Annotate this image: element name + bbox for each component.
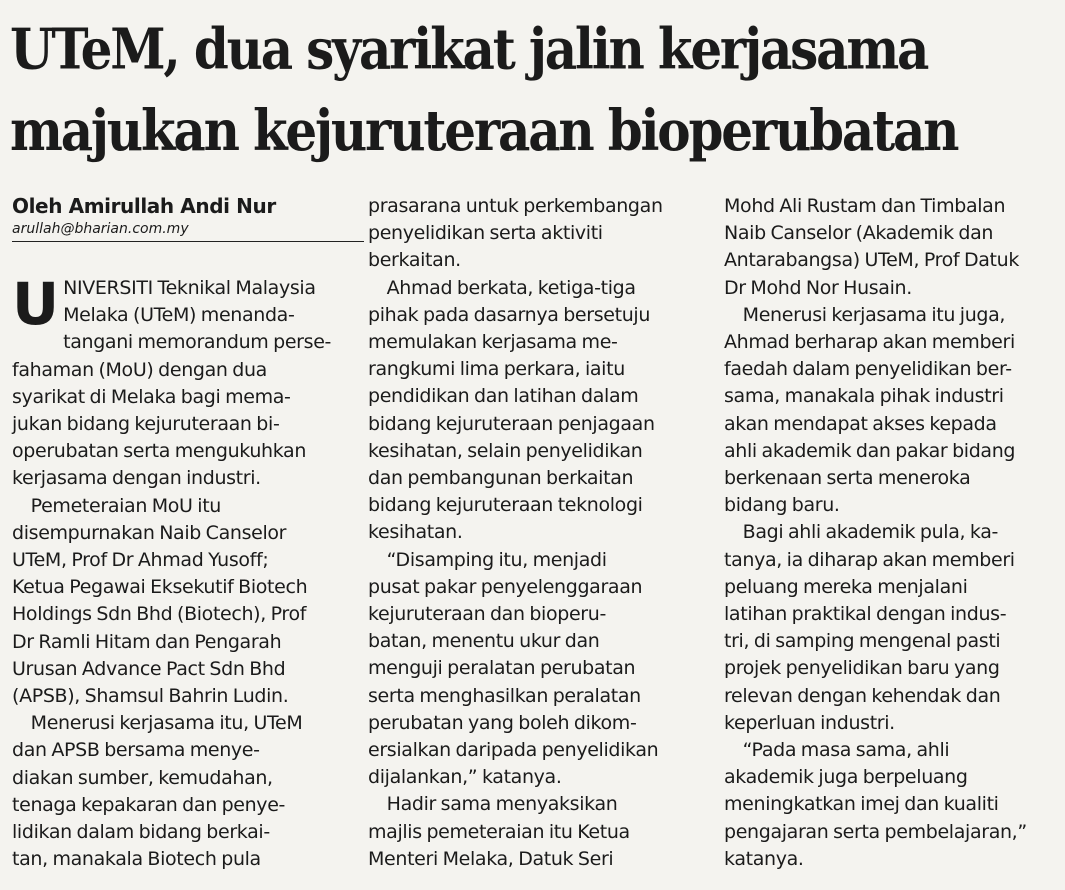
text-line: UTeM, Prof Dr Ahmad Yusoff; xyxy=(12,549,269,572)
text-line: prasarana untuk perkembangan xyxy=(368,195,663,217)
text-line: operubatan serta mengukuhkan xyxy=(12,440,307,463)
text-line: menguji peralatan perubatan xyxy=(368,657,636,680)
drop-cap: U xyxy=(12,270,60,338)
text-line: batan, menentu ukur dan xyxy=(368,630,600,653)
text-line: tri, di samping mengenal pasti xyxy=(724,630,1001,653)
byline-divider xyxy=(12,241,364,242)
text-line: memulakan kerjasama me- xyxy=(368,331,618,354)
author-email: arullah@bharian.com.my xyxy=(12,221,189,237)
text-line: tanya, ia diharap akan memberi xyxy=(724,548,1015,571)
text-line: jukan bidang kejuruteraan bi- xyxy=(12,413,280,436)
text-line: Ahmad berharap akan memberi xyxy=(724,331,1015,354)
author-name: Oleh Amirullah Andi Nur xyxy=(12,194,276,218)
text-line: pihak pada dasarnya bersetuju xyxy=(368,303,651,326)
text-line: Naib Canselor (Akademik dan xyxy=(724,222,994,245)
text-line: Mohd Ali Rustam dan Timbalan xyxy=(724,195,1006,217)
text-line: tan, manakala Biotech pula xyxy=(12,848,261,871)
text-line: serta menghasilkan peralatan xyxy=(368,684,641,707)
text-line: keperluan industri. xyxy=(724,711,895,734)
text-line: Antarabangsa) UTeM, Prof Datuk xyxy=(724,249,1019,272)
text-line: tenaga kepakaran dan penye- xyxy=(12,793,286,816)
headline-line-2: majukan kejuruteraan bioperubatan xyxy=(10,97,958,164)
text-line: bidang baru. xyxy=(724,494,840,517)
text-line: rangkumi lima perkara, iaitu xyxy=(368,358,625,381)
text-line: (APSB), Shamsul Bahrin Ludin. xyxy=(12,685,289,708)
text-line: Ahmad berkata, ketiga-tiga xyxy=(368,276,636,299)
text-line: “Disamping itu, menjadi xyxy=(368,548,607,571)
text-line: kerjasama dengan industri. xyxy=(12,467,261,490)
headline xyxy=(10,8,1060,172)
text-line: pendidikan dan latihan dalam xyxy=(368,385,639,408)
text-line: faedah dalam penyelidikan ber- xyxy=(724,358,1012,381)
article-column-1 xyxy=(12,270,347,873)
text-line: kejuruteraan dan bioperu- xyxy=(368,603,606,626)
text-line: bidang kejuruteraan teknologi xyxy=(368,494,643,517)
text-line: berkaitan. xyxy=(368,249,461,272)
text-line: disempurnakan Naib Canselor xyxy=(12,521,287,544)
text-line: bidang kejuruteraan penjagaan xyxy=(368,412,655,435)
text-line: “Pada masa sama, ahli xyxy=(724,739,950,762)
text-line: diakan sumber, kemudahan, xyxy=(12,766,273,789)
text-line: Holdings Sdn Bhd (Biotech), Prof xyxy=(12,603,307,626)
text-line: projek penyelidikan baru yang xyxy=(724,657,1000,680)
headline-line-1: UTeM, dua syarikat jalin kerjasama xyxy=(10,15,928,82)
text-line: Menerusi kerjasama itu, UTeM xyxy=(12,712,303,735)
text-line: Hadir sama menyaksikan xyxy=(368,793,618,816)
text-line: perubatan yang boleh dikom- xyxy=(368,711,637,734)
article-column-3 xyxy=(724,193,1059,873)
text-line: Melaka (UTeM) menanda- xyxy=(63,304,295,327)
text-line: Bagi ahli akademik pula, ka- xyxy=(724,521,998,544)
text-line: meningkatkan imej dan kualiti xyxy=(724,793,999,816)
text-line: Dr Mohd Nor Husain. xyxy=(724,276,912,299)
text-line: ahli akademik dan pakar bidang xyxy=(724,439,1016,462)
text-line: berkenaan serta meneroka xyxy=(724,467,971,490)
text-line: kesihatan. xyxy=(368,521,463,544)
text-line: katanya. xyxy=(724,847,804,870)
text-line: majlis pemeteraian itu Ketua xyxy=(368,820,630,843)
text-line: dan pembangunan berkaitan xyxy=(368,467,634,490)
text-line: Urusan Advance Pact Sdn Bhd xyxy=(12,657,286,680)
text-line: sama, manakala pihak industri xyxy=(724,385,1004,408)
text-line: tangani memorandum perse- xyxy=(63,331,332,354)
text-line: dijalankan,” katanya. xyxy=(368,766,562,789)
text-line: pengajaran serta pembelajaran,” xyxy=(724,820,1027,843)
text-line: peluang mereka menjalani xyxy=(724,575,968,598)
text-line: Menteri Melaka, Datuk Seri xyxy=(368,847,614,870)
text-line: pusat pakar penyelenggaraan xyxy=(368,575,643,598)
text-line: fahaman (MoU) dengan dua xyxy=(12,358,267,381)
text-line: Ketua Pegawai Eksekutif Biotech xyxy=(12,576,308,599)
text-line: ersialkan daripada penyelidikan xyxy=(368,739,659,762)
byline xyxy=(12,193,364,242)
text-line: Dr Ramli Hitam dan Pengarah xyxy=(12,630,282,653)
text-line: kesihatan, selain penyelidikan xyxy=(368,439,643,462)
text-line: Pemeteraian MoU itu xyxy=(12,494,221,517)
text-line: NIVERSITI Teknikal Malaysia xyxy=(63,277,316,299)
text-line: relevan dengan kehendak dan xyxy=(724,684,1001,707)
article-column-2 xyxy=(368,193,703,873)
text-line: dan APSB bersama menye- xyxy=(12,739,260,762)
text-line: akademik juga berpeluang xyxy=(724,766,968,789)
text-line: Menerusi kerjasama itu juga, xyxy=(724,303,1006,326)
text-line: lidikan dalam bidang berkai- xyxy=(12,821,270,844)
text-line: penyelidikan serta aktiviti xyxy=(368,222,603,245)
text-line: latihan praktikal dengan indus- xyxy=(724,603,1007,626)
text-line: akan mendapat akses kepada xyxy=(724,412,997,435)
text-line: syarikat di Melaka bagi mema- xyxy=(12,385,291,408)
